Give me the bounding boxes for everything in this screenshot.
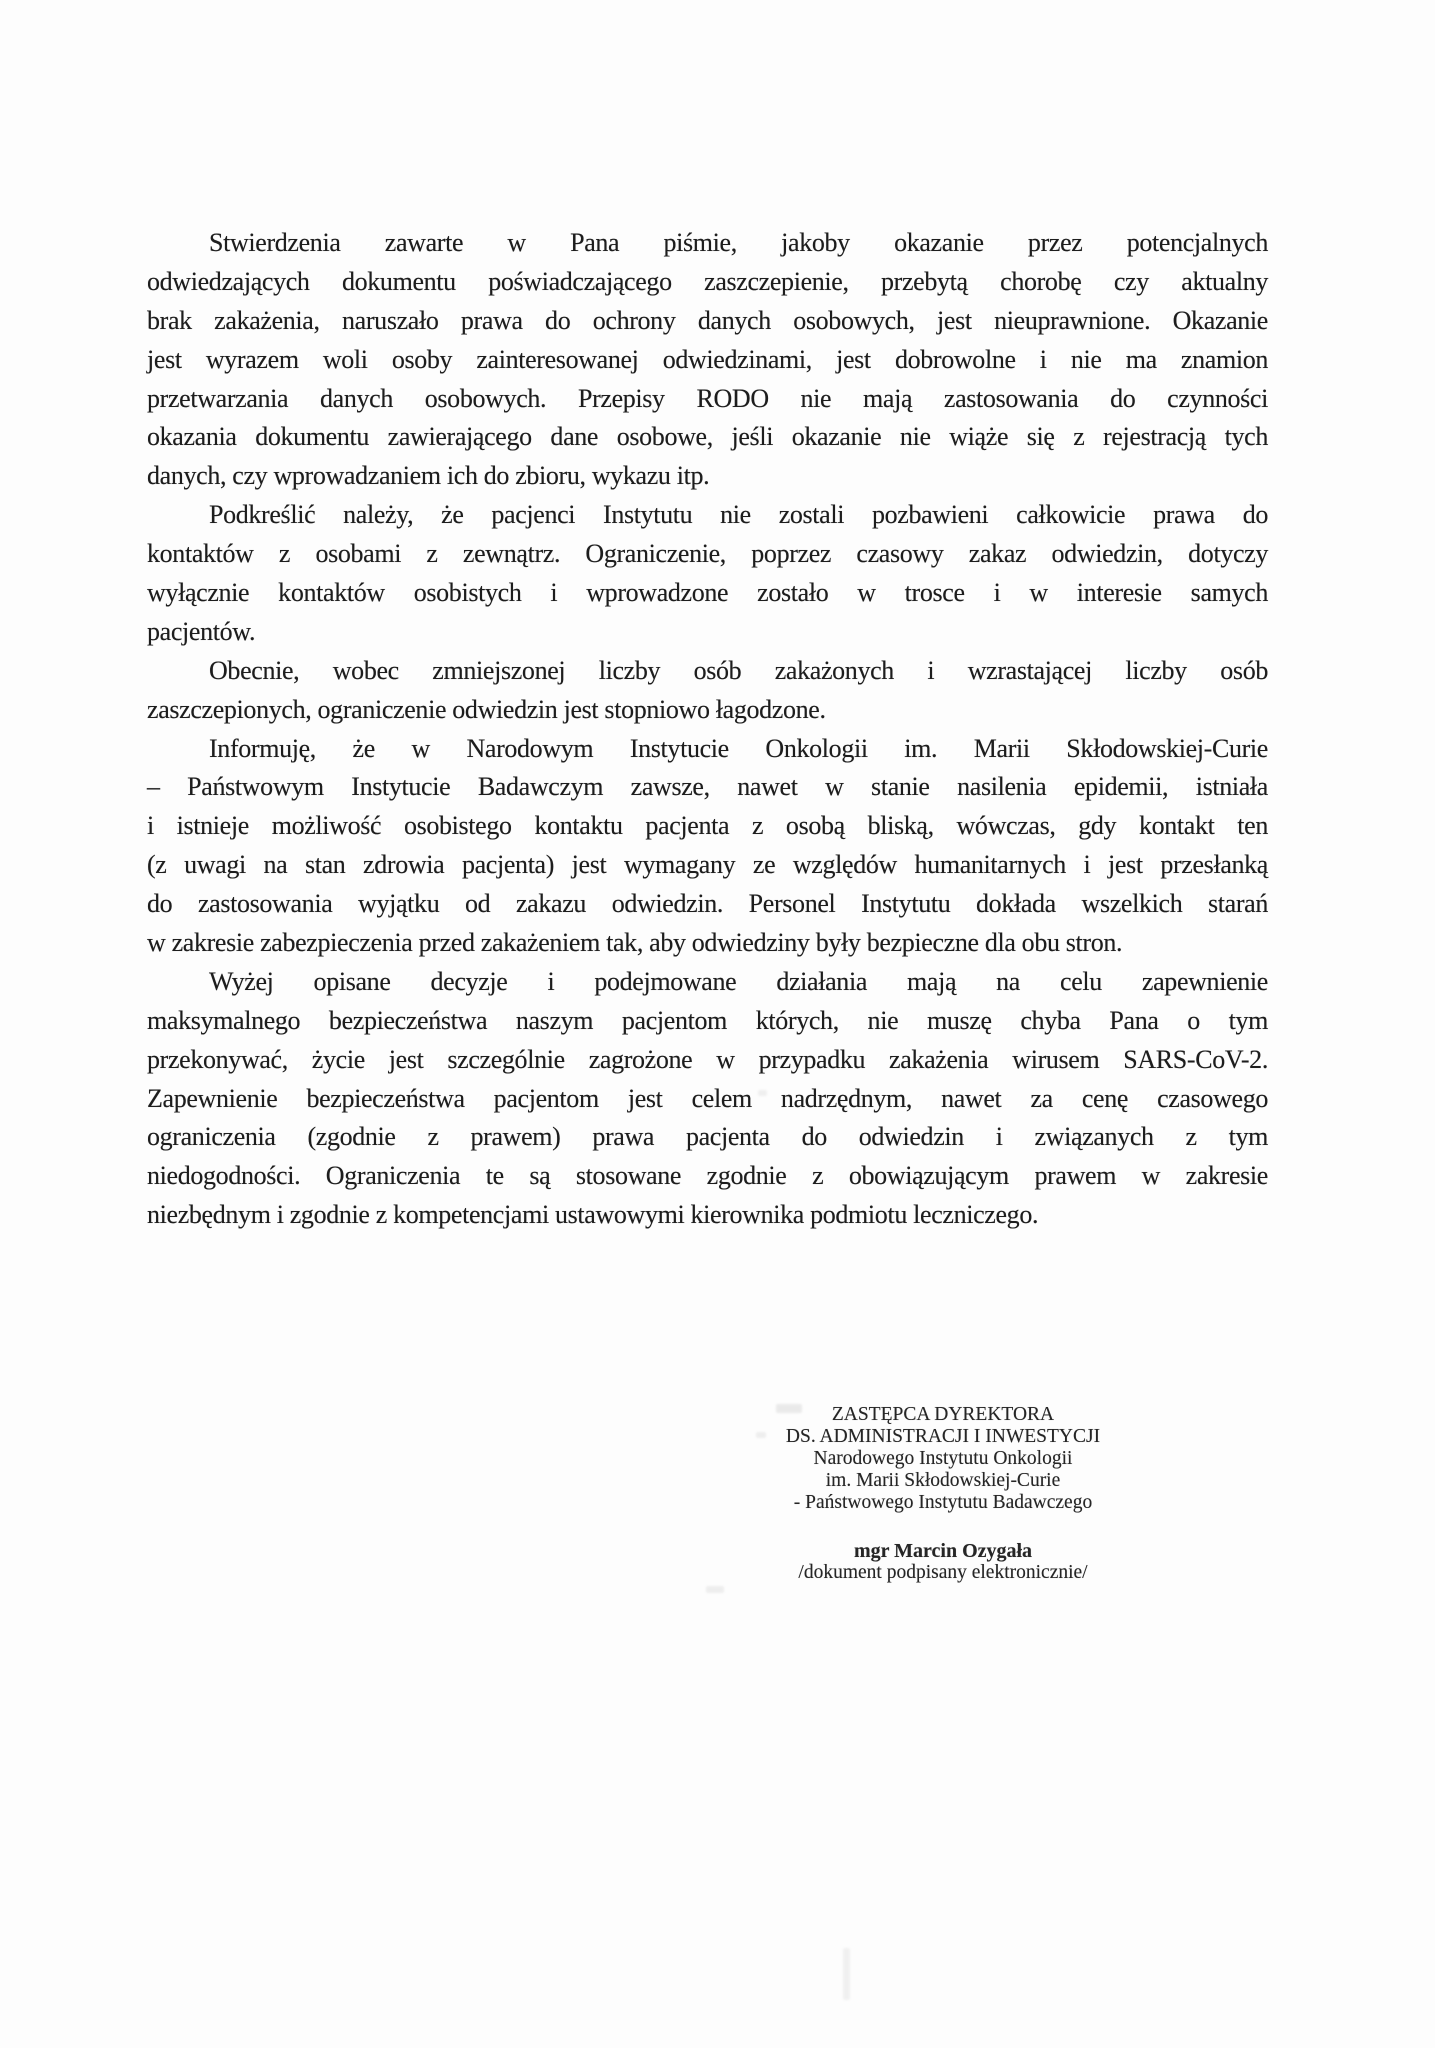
text-line: odwiedzających dokumentu poświadczającego zaszczepienie, przebytą chorobę czy aktualny bbox=[147, 266, 1268, 296]
scan-artifact bbox=[758, 1090, 767, 1096]
text-line: Podkreślić należy, że pacjenci Instytutu nie zostali pozbawieni całkowicie prawa do bbox=[209, 500, 1268, 530]
text-line: wyłącznie kontaktów osobistych i wprowadzone zostało w trosce i w interesie samych bbox=[147, 578, 1268, 608]
text-line: okazania dokumentu zawierającego dane osobowe, jeśli okazanie nie wiąże się z rejestracją tych bbox=[147, 422, 1268, 452]
text-line: w zakresie zabezpieczenia przed zakażeniem tak, aby odwiedziny były bezpieczne dla obu stron. bbox=[147, 928, 1123, 958]
text-line: pacjentów. bbox=[147, 616, 256, 646]
signature-role-line: ZASTĘPCA DYREKTORA bbox=[831, 1404, 1055, 1425]
paragraph bbox=[147, 730, 1268, 963]
text-line: brak zakażenia, naruszało prawa do ochrony danych osobowych, jest nieuprawnione. Okazanie bbox=[147, 305, 1268, 335]
scan-artifact bbox=[843, 1948, 850, 2000]
paragraph bbox=[147, 963, 1268, 1235]
text-line: przekonywać, życie jest szczególnie zagrożone w przypadku zakażenia wirusem SARS-CoV-2. bbox=[147, 1044, 1268, 1074]
text-line: niedogodności. Ograniczenia te są stosowane zgodnie z obowiązującym prawem w zakresie bbox=[147, 1161, 1268, 1191]
paragraph bbox=[147, 496, 1268, 652]
text-line: Stwierdzenia zawarte w Pana piśmie, jakoby okazanie przez potencjalnych bbox=[209, 228, 1268, 257]
text-line: maksymalnego bezpieczeństwa naszym pacjentom których, nie muszę chyba Pana o tym bbox=[147, 1005, 1268, 1035]
text-line: Zapewnienie bezpieczeństwa pacjentom jest celem nadrzędnym, nawet za cenę czasowego bbox=[147, 1083, 1268, 1113]
text-line: niezbędnym i zgodnie z kompetencjami ustawowymi kierownika podmiotu leczniczego. bbox=[147, 1200, 1039, 1230]
text-line: i istnieje możliwość osobistego kontaktu pacjenta z osobą bliską, wówczas, gdy kontakt ten bbox=[147, 811, 1268, 841]
letter-body bbox=[147, 224, 1268, 1235]
scan-artifact bbox=[756, 1432, 766, 1438]
signatory-name: mgr Marcin Ozygała bbox=[853, 1540, 1033, 1562]
text-line: jest wyrazem woli osoby zainteresowanej odwiedzinami, jest dobrowolne i nie ma znamion bbox=[147, 344, 1268, 374]
text-line: Obecnie, wobec zmniejszonej liczby osób zakażonych i wzrastającej liczby osób bbox=[209, 655, 1268, 685]
scan-artifact bbox=[776, 1404, 802, 1413]
text-line: Informuję, że w Narodowym Instytucie Onkologii im. Marii Skłodowskiej-Curie bbox=[209, 733, 1268, 763]
text-line: – Państwowym Instytucie Badawczym zawsze, nawet w stanie nasilenia epidemii, istniała bbox=[147, 772, 1268, 802]
paragraph bbox=[147, 224, 1268, 496]
paragraph bbox=[147, 652, 1268, 730]
text-line: kontaktów z osobami z zewnątrz. Ograniczenie, poprzez czasowy zakaz odwiedzin, dotyczy bbox=[147, 539, 1268, 569]
signature-block bbox=[740, 1404, 1146, 1584]
text-line: zaszczepionych, ograniczenie odwiedzin jest stopniowo łagodzone. bbox=[147, 694, 826, 724]
text-line: ograniczenia (zgodnie z prawem) prawa pacjenta do odwiedzin i związanych z tym bbox=[147, 1122, 1268, 1152]
scan-artifact bbox=[706, 1586, 724, 1593]
text-line: przetwarzania danych osobowych. Przepisy RODO nie mają zastosowania do czynności bbox=[147, 383, 1268, 413]
signature-role-line: DS. ADMINISTRACJI I INWESTYCJI bbox=[785, 1426, 1101, 1447]
signature-org-line: - Państwowego Instytutu Badawczego bbox=[793, 1492, 1093, 1513]
text-line: do zastosowania wyjątku od zakazu odwiedzin. Personel Instytutu dokłada wszelkich starań bbox=[147, 889, 1268, 919]
text-line: Wyżej opisane decyzje i podejmowane działania mają na celu zapewnienie bbox=[209, 966, 1268, 996]
text-line: danych, czy wprowadzaniem ich do zbioru, wykazu itp. bbox=[147, 461, 710, 491]
text-line: (z uwagi na stan zdrowia pacjenta) jest wymagany ze względów humanitarnych i jest przesłanką bbox=[147, 850, 1268, 880]
signature-org-line: im. Marii Skłodowskiej-Curie bbox=[825, 1470, 1061, 1491]
signature-note: /dokument podpisany elektronicznie/ bbox=[798, 1562, 1088, 1583]
signature-org-line: Narodowego Instytutu Onkologii bbox=[813, 1448, 1073, 1469]
